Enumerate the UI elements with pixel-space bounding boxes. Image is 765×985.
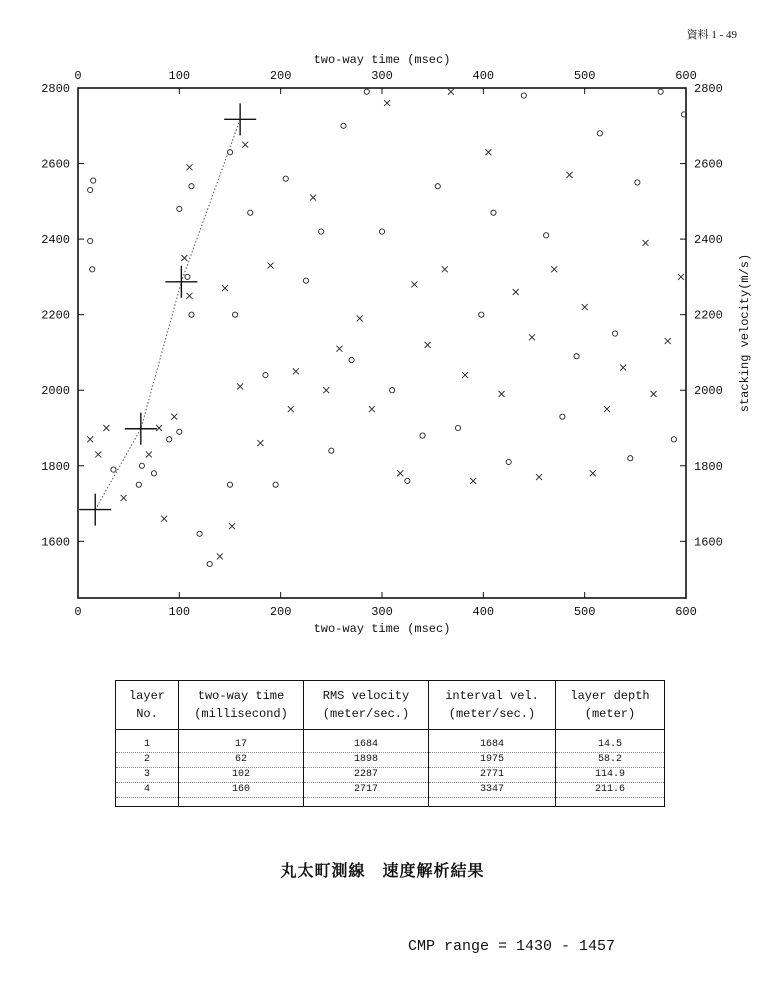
x-tick-label-top: 400 [472, 69, 495, 83]
cell-interval: 1684 [429, 738, 556, 753]
marker-cross [310, 195, 316, 201]
marker-circle [521, 93, 526, 98]
marker-cross [222, 285, 228, 291]
cell-layer: 1 [116, 738, 179, 753]
marker-circle [349, 357, 354, 362]
cell-rms: 2287 [304, 768, 429, 783]
marker-circle [111, 467, 116, 472]
marker-circle [136, 482, 141, 487]
x-tick-label-top: 600 [675, 69, 697, 83]
marker-cross [323, 387, 329, 393]
marker-cross [237, 383, 243, 389]
x-tick-label-top: 0 [74, 69, 82, 83]
marker-cross [411, 281, 417, 287]
marker-circle [574, 354, 579, 359]
marker-cross [620, 365, 626, 371]
marker-cross [181, 255, 187, 261]
marker-cross [186, 293, 192, 299]
marker-cross [442, 266, 448, 272]
cell-depth: 114.9 [556, 768, 665, 783]
marker-cross [397, 470, 403, 476]
marker-circle [283, 176, 288, 181]
marker-circle [420, 433, 425, 438]
x-tick-label-bottom: 300 [371, 605, 393, 619]
marker-circle [455, 425, 460, 430]
marker-cross [384, 100, 390, 106]
cell-time: 160 [179, 783, 304, 798]
y-tick-label-left: 2600 [41, 157, 70, 172]
cell-rms: 1684 [304, 738, 429, 753]
table-header-row [116, 681, 665, 730]
marker-circle [506, 459, 511, 464]
marker-circle [612, 331, 617, 336]
marker-cross [448, 89, 454, 95]
cmp-range: CMP range = 1430 - 1457 [408, 938, 616, 955]
marker-circle [189, 184, 194, 189]
y-tick-label-right: 2000 [694, 384, 723, 399]
y-tick-label-left: 2200 [41, 308, 70, 323]
marker-circle [88, 187, 93, 192]
cell-rms: 2717 [304, 783, 429, 798]
marker-circle [139, 463, 144, 468]
marker-circle [379, 229, 384, 234]
marker-circle [329, 448, 334, 453]
x-axis-title-bottom: two-way time (msec) [313, 622, 451, 636]
marker-cross [171, 414, 177, 420]
y-tick-label-right: 1800 [694, 459, 723, 474]
marker-cross [651, 391, 657, 397]
y-tick-label-right: 2800 [694, 82, 723, 96]
marker-cross [513, 289, 519, 295]
plot-frame [78, 88, 686, 598]
marker-circle [479, 312, 484, 317]
marker-circle [189, 312, 194, 317]
marker-cross [121, 495, 127, 501]
marker-cross [161, 516, 167, 522]
marker-circle [197, 531, 202, 536]
marker-cross [485, 149, 491, 155]
marker-circle [167, 437, 172, 442]
marker-circle [597, 131, 602, 136]
x-tick-label-top: 100 [168, 69, 191, 83]
cell-time: 17 [179, 738, 304, 753]
marker-cross [642, 240, 648, 246]
marker-circle [227, 150, 232, 155]
header-layer: layer No. [116, 681, 179, 730]
marker-circle [341, 123, 346, 128]
x-tick-label-top: 300 [371, 69, 393, 83]
cell-interval: 2771 [429, 768, 556, 783]
marker-cross [566, 172, 572, 178]
x-tick-label-bottom: 600 [675, 605, 697, 619]
marker-cross [242, 142, 248, 148]
marker-circle [88, 238, 93, 243]
marker-circle [628, 456, 633, 461]
header-rms: RMS velocity (meter/sec.) [304, 681, 429, 730]
marker-circle [658, 89, 663, 94]
velocity-pick-line [95, 119, 240, 509]
table-row [116, 753, 665, 768]
x-tick-label-bottom: 500 [573, 605, 596, 619]
cell-time: 102 [179, 768, 304, 783]
header-time: two-way time (millisecond) [179, 681, 304, 730]
marker-circle [177, 429, 182, 434]
table-row [116, 768, 665, 783]
header-interval: interval vel. (meter/sec.) [429, 681, 556, 730]
y-tick-label-right: 2600 [694, 157, 723, 172]
marker-circle [207, 561, 212, 566]
marker-circle [560, 414, 565, 419]
marker-circle [232, 312, 237, 317]
marker-circle [263, 373, 268, 378]
marker-cross [425, 342, 431, 348]
marker-cross [103, 425, 109, 431]
velocity-pick-cross [125, 413, 157, 445]
marker-circle [544, 233, 549, 238]
velocity-results-table [115, 680, 665, 807]
marker-circle [635, 180, 640, 185]
marker-cross [499, 391, 505, 397]
cell-rms: 1898 [304, 753, 429, 768]
marker-cross [551, 266, 557, 272]
marker-cross [186, 164, 192, 170]
marker-cross [665, 338, 671, 344]
marker-cross [288, 406, 294, 412]
marker-circle [405, 478, 410, 483]
y-tick-label-right: 2400 [694, 233, 723, 248]
marker-cross [357, 315, 363, 321]
cell-layer: 2 [116, 753, 179, 768]
marker-cross [268, 263, 274, 269]
marker-cross [470, 478, 476, 484]
marker-circle [273, 482, 278, 487]
y-axis-title-right: stacking velocity(m/s) [738, 253, 752, 413]
marker-cross [678, 274, 684, 280]
marker-cross [229, 523, 235, 529]
x-tick-label-bottom: 200 [269, 605, 292, 619]
marker-cross [293, 368, 299, 374]
cell-depth: 14.5 [556, 738, 665, 753]
table-row [116, 783, 665, 798]
marker-circle [390, 388, 395, 393]
velocity-pick-cross [79, 494, 111, 526]
marker-cross [156, 425, 162, 431]
y-tick-label-right: 1600 [694, 535, 723, 550]
y-tick-label-left: 2800 [41, 82, 70, 96]
marker-circle [435, 184, 440, 189]
marker-circle [90, 267, 95, 272]
marker-cross [462, 372, 468, 378]
marker-circle [364, 89, 369, 94]
x-axis-title-top: two-way time (msec) [313, 53, 451, 67]
marker-circle [177, 206, 182, 211]
marker-cross [604, 406, 610, 412]
cell-layer: 3 [116, 768, 179, 783]
marker-circle [151, 471, 156, 476]
marker-cross [87, 436, 93, 442]
cell-interval: 1975 [429, 753, 556, 768]
x-tick-label-bottom: 0 [74, 605, 82, 619]
x-tick-label-bottom: 400 [472, 605, 495, 619]
marker-circle [303, 278, 308, 283]
y-tick-label-left: 1800 [41, 459, 70, 474]
marker-circle [185, 274, 190, 279]
marker-circle [319, 229, 324, 234]
marker-cross [95, 451, 101, 457]
marker-circle [671, 437, 676, 442]
marker-circle [491, 210, 496, 215]
y-tick-label-left: 1600 [41, 535, 70, 550]
table-row [116, 738, 665, 753]
velocity-pick-cross [224, 103, 256, 135]
marker-cross [336, 346, 342, 352]
marker-cross [590, 470, 596, 476]
marker-circle [91, 178, 96, 183]
marker-cross [257, 440, 263, 446]
cell-layer: 4 [116, 783, 179, 798]
y-tick-label-right: 2200 [694, 308, 723, 323]
x-tick-label-top: 200 [269, 69, 292, 83]
cell-interval: 3347 [429, 783, 556, 798]
marker-cross [217, 553, 223, 559]
y-tick-label-left: 2000 [41, 384, 70, 399]
figure-caption: 丸太町測線 速度解析結果 [280, 861, 485, 880]
page-reference: 資料 1 - 49 [686, 29, 737, 41]
marker-cross [146, 451, 152, 457]
cell-time: 62 [179, 753, 304, 768]
header-depth: layer depth (meter) [556, 681, 665, 730]
x-tick-label-bottom: 100 [168, 605, 191, 619]
marker-cross [582, 304, 588, 310]
marker-circle [248, 210, 253, 215]
y-tick-label-left: 2400 [41, 233, 70, 248]
marker-cross [536, 474, 542, 480]
cell-depth: 211.6 [556, 783, 665, 798]
cell-depth: 58.2 [556, 753, 665, 768]
x-tick-label-top: 500 [573, 69, 596, 83]
marker-circle [227, 482, 232, 487]
marker-cross [529, 334, 535, 340]
marker-cross [369, 406, 375, 412]
